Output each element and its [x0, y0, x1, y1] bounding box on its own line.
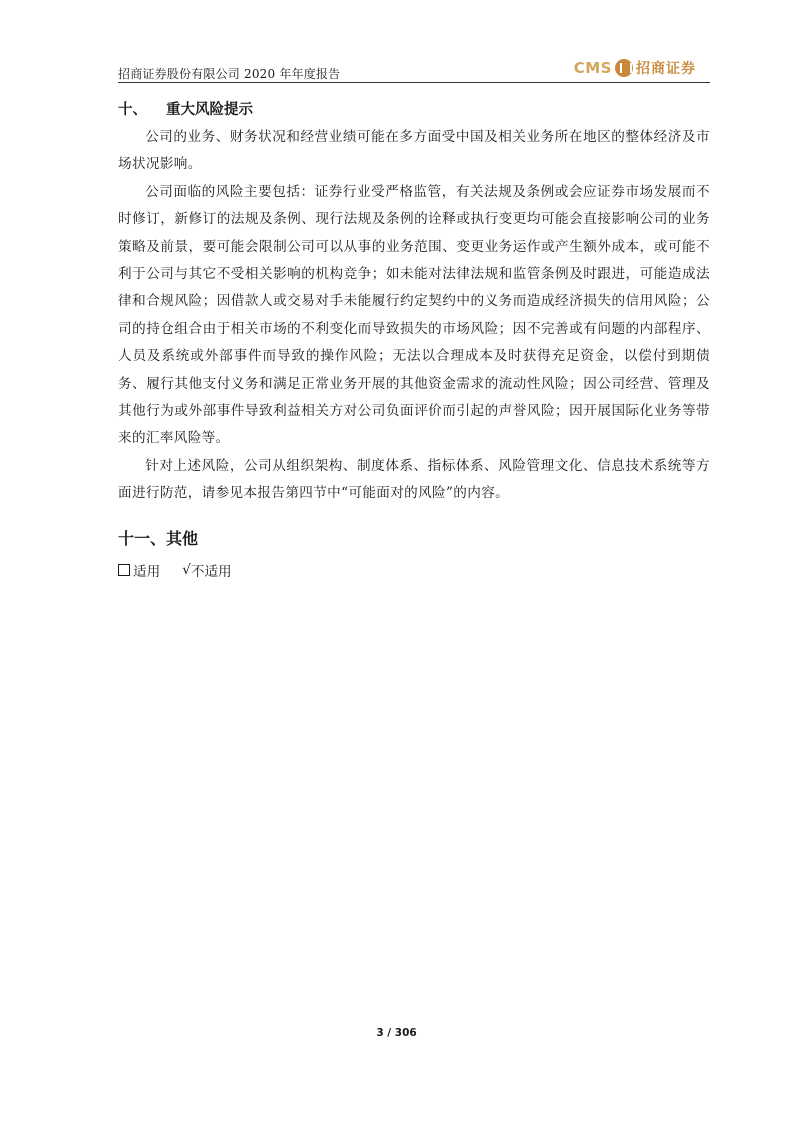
logo-chinese-text: 招商证券 — [636, 61, 696, 77]
option-applicable: 适用 — [133, 564, 161, 580]
company-logo — [574, 58, 696, 78]
paragraph-2: 公司面临的风险主要包括：证券行业受严格监管，有关法规及条例或会应证券市场发展而不时修订，新修订的法规及条例、现行法规及条例的诠释或执行变更均可能会直接影响公司的业务策略及前景，要可能会限制公司可以从事的业务范围、变更业务运作或产生额外成本，或可能不利于公司与其它不受相关影响的机构竞争；如未能对法律法规和监管条例及时跟进，可能造成法律和合规风险；因借款人或交易对手未能履行约定契约中的义务而造成经济损失的信用风险；公司的持仓组合由于相关市场的不利变化而导致损失的市场风险；因不完善或有问题的内部程序、人员及系统或外部事件而导致的操作风险；无法以合理成本及时获得充足资金，以偿付到期债务、履行其他支付义务和满足正常业务开展的其他资金需求的流动性风险；因公司经营、管理及其他行为或外部事件导致利益相关方对公司负面评价而引起的声誉风险；因开展国际化业务等带来的汇率风险等。 — [118, 183, 710, 447]
section-10-heading — [118, 96, 710, 124]
section-11-heading: 十一、其他 — [118, 529, 199, 548]
checkmark-icon: √ — [182, 562, 191, 578]
paragraph-3: 针对上述风险，公司从组织架构、制度体系、指标体系、风险管理文化、信息技术系统等方面进行防范，请参见本报告第四节中“可能面对的风险”的内容。 — [118, 457, 710, 502]
logo-mark-icon — [615, 59, 633, 77]
applicability-options — [118, 560, 232, 580]
report-title: 招商证券股份有限公司 2020 年年度报告 — [118, 67, 341, 81]
option-not-applicable: 不适用 — [190, 564, 232, 580]
page-header — [118, 56, 710, 84]
section-10-number: 十、 — [118, 102, 147, 118]
page-number: 3 / 306 — [376, 1027, 417, 1039]
header-divider — [118, 82, 710, 83]
logo-latin-text: CMS — [573, 59, 612, 77]
page-content — [118, 96, 710, 580]
paragraph-1: 公司的业务、财务状况和经营业绩可能在多方面受中国及相关业务所在地区的整体经济及市场状况影响。 — [118, 129, 710, 173]
checkbox-icon — [118, 564, 130, 576]
section-10-title: 重大风险提示 — [166, 102, 253, 118]
